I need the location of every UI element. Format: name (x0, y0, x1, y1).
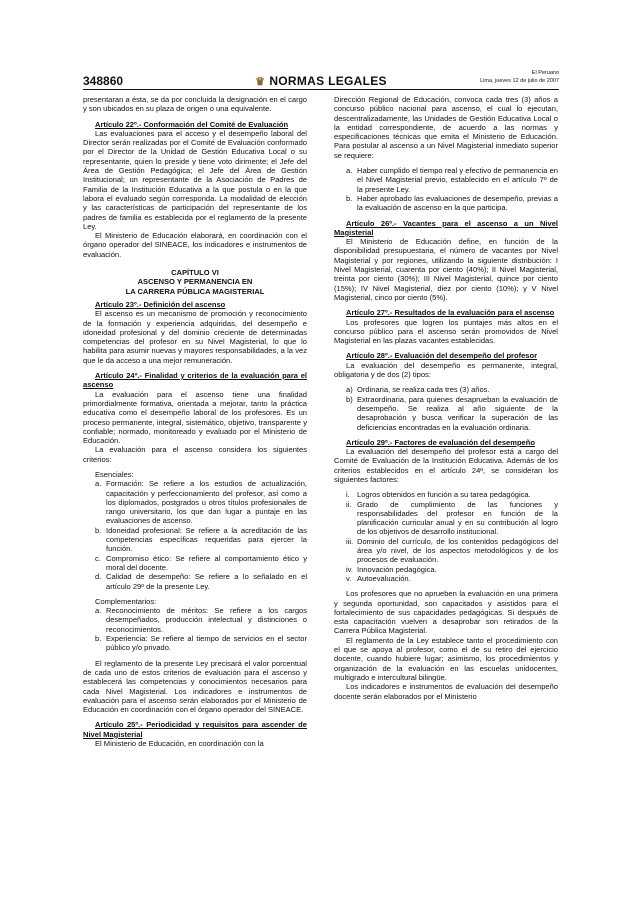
page-number: 348860 (83, 74, 124, 88)
article-heading-text: Artículo 29º.- Factores de evaluación del desempeño (346, 437, 535, 447)
paragraph: Dirección Regional de Educación, convoca cada tres (3) años a concurso público nacional para ascenso, el cual lo ejecutan, descentralizadamente, las Unidades de Gestión Educativa Local o la entidad correspondiente, de acuerdo a las normas y especificaciones técnicas que emita el Ministerio de Educación. Para postular al ascenso a un Nivel Magisterial inmediato superior se requiere: (334, 95, 558, 160)
article-heading (334, 219, 558, 238)
paragraph: La evaluación para el ascenso tiene una finalidad primordialmente formativa, orientada a mejorar, tanto la práctica educativa como el desempeño laboral de los profesores. Es un proceso permanente, integral, sistemático, objetivo, transparente y confiable; normado, monitoreado y evaluado por el Ministerio de Educación. (83, 389, 307, 446)
article-heading (83, 120, 307, 129)
criteria-complementary-list (95, 606, 307, 652)
masthead-title: NORMAS LEGALES (269, 74, 387, 88)
paragraph: Los profesores que no aprueben la evaluación en una primera y segunda oportunidad, son capacitados y asistidos para el fortalecimiento de sus capacidades pedagógicas. Si después de esta capacitación vuelven a desaprobar son retirados de la Carrera Pública Magisterial. (334, 589, 558, 636)
paragraph: La evaluación para el ascenso considera los siguientes criterios: (83, 445, 307, 464)
list-item: b. Idoneidad profesional: Se refiere a la acreditación de las competencias específicas requeridas para ejercer la función. (95, 525, 307, 554)
paragraph: El ascenso es un mecanismo de promoción y reconocimiento de la formación y experiencia adquiridas, del desempeño e idoneidad profesional y del dominio creciente de determinadas competencias del profesor en su Nivel Magisterial, lo que lo habilita para asumir nuevas y mayores responsabilidades, a la vez que le da acceso a una mejor remuneración. (83, 309, 307, 365)
evaluation-factors-list (346, 490, 558, 583)
paragraph: El Ministerio de Educación define, en función de la disponibilidad presupuestaria, el número de vacantes por Nivel Magisterial y por regiones, utilizando la siguiente distribución: I Nivel Magisterial, cuarenta por ciento (40%); II Nivel Magisterial, treinta por ciento (30%); III Nivel Magisterial, quince por ciento (15%); IV Nivel Magisterial, diez por ciento (10%); y V Nivel Magisterial, cinco por ciento (5%). (334, 237, 558, 302)
paragraph: El Ministerio de Educación elaborará, en coordinación con el órgano operador del SINEACE, los indicadores e instrumentos de evaluación. (83, 231, 307, 259)
article-heading-text: Artículo 28º.- Evaluación del desempeño del profesor (346, 351, 538, 361)
paragraph: Las evaluaciones para el acceso y el desempeño laboral del Director serán realizadas por el Comité de Evaluación conformado por el Director de la Unidad de Gestión Educativa Local o su representante, quien lo preside y tiene voto dirimente; el Jefe del Área de Gestión Pedagógica; el Jefe del Área de Gestión Institucional; un representante de la Asociación de Padres de Familia de la Institución Educativa a la que postula o en la que labora el evaluado según corresponda. La modalidad de elección y las características de participación del representante de los padres de familia es establecida por el reglamento de la presente Ley. (83, 128, 307, 231)
list-item: c. Compromiso ético: Se refiere al comportamiento ético y moral del docente. (95, 553, 307, 572)
list-item: i. Logros obtenidos en función a su tarea pedagógica. (346, 490, 531, 500)
article-heading-text: Artículo 22º.- Conformación del Comité de Evaluación (95, 119, 289, 129)
list-item: v. Autoevaluación. (346, 573, 411, 583)
list-item: b) Extraordinaria, para quienes desaprueban la evaluación de desempeño. Se realiza al año siguiente de la desaprobación y busca verificar la superación de las deficiencias encontradas en la evaluación ordinaria. (346, 394, 558, 432)
left-column (83, 95, 307, 748)
chapter-heading: CAPÍTULO VI ASCENSO Y PERMANENCIA EN LA CARRERA PÚBLICA MAGISTERIAL (125, 268, 265, 296)
list-item: iv. Innovación pedagógica. (346, 564, 437, 574)
paragraph: Los profesores que logren los puntajes más altos en el concurso público para el ascenso serán promovidos de Nivel Magisterial en las plazas vacantes establecidas. (334, 317, 558, 346)
paragraph: La evaluación del desempeño es permanente, integral, obligatoria y de dos (2) tipos: (334, 360, 558, 380)
paragraph: presentaran a ésta, se da por concluida la designación en el cargo y son ubicados en su plaza de origen o una equivalente. (83, 95, 307, 114)
header-right (480, 69, 559, 85)
issue-date: Lima, jueves 12 de julio de 2007 (480, 78, 559, 84)
list-item: b. Experiencia: Se refiere al tiempo de servicios en el sector público y/o privado. (95, 634, 307, 653)
article-heading-text: Artículo 25º.- Periodicidad y requisitos para ascender de Nivel Magisterial (83, 720, 307, 739)
page-header (83, 69, 559, 90)
article-heading (334, 438, 558, 447)
requirements-list (346, 166, 558, 212)
coat-of-arms-icon: ♛ (255, 76, 266, 88)
list-caption: Esenciales: (95, 469, 134, 479)
article-heading-text: Artículo 27º.- Resultados de la evaluación para el ascenso (346, 308, 555, 318)
paragraph: El Ministerio de Educación, en coordinación con la (95, 739, 264, 748)
paragraph: El reglamento de la presente Ley precisará el valor porcentual de cada uno de estos criterios de evaluación para el ascenso y establecerá las competencias y conocimientos necesarios para cada Nivel Magisterial. Los indicadores e instrumentos de evaluación para el ascenso serán elaborados por el Ministerio de Educación en coordinación con el órgano operador del SINEACE. (83, 658, 307, 715)
criteria-essential-list (95, 479, 307, 591)
article-heading (83, 300, 307, 309)
list-caption: Complementarios: (95, 596, 157, 606)
list-item: d. Calidad de desempeño: Se refiere a lo señalado en el artículo 29º de la presente Ley. (95, 572, 307, 591)
newspaper-name: El Peruano (531, 70, 559, 76)
article-heading (334, 308, 558, 317)
article-heading-text: Artículo 24º.- Finalidad y criterios de la evaluación para el ascenso (83, 371, 307, 390)
article-heading-text: Artículo 23º.- Definición del ascenso (95, 299, 226, 309)
evaluation-types-list (346, 385, 558, 431)
list-item: iii. Dominio del currículo, de los contenidos pedagógicos del área y/o nivel, de los aspectos metodológicos y de los procesos de evaluación. (346, 536, 558, 565)
article-heading (83, 720, 307, 739)
list-item: a. Haber cumplido el tiempo real y efectivo de permanencia en el Nivel Magisterial previo, establecido en el artículo 7º de la presente Ley. (346, 166, 558, 194)
article-heading (83, 371, 307, 390)
paragraph: Los indicadores e instrumentos de evaluación del desempeño docente serán elaborados por el Ministerio (334, 682, 558, 701)
paragraph: La evaluación del desempeño del profesor está a cargo del Comité de Evaluación de la Institución Educativa. Además de los criterios establecidos en el artículo 24º, se consideran los siguientes factores: (334, 447, 558, 484)
list-item: a. Reconocimiento de méritos: Se refiere a los cargos desempeñados, producción intelectual y distinciones o reconocimientos. (95, 606, 307, 634)
right-column (334, 95, 558, 701)
article-heading (334, 351, 558, 360)
paragraph: El reglamento de la Ley establece tanto el procedimiento con el que se apoya al profesor, como el de su retiro del ejercicio docente, cuando hubiere lugar; asimismo, los procedimientos y organización de la evaluación en las escuelas unidocentes, multigrado e intercultural bilingüe. (334, 635, 558, 682)
article-heading-text: Artículo 26º.- Vacantes para el ascenso a un Nivel Magisterial (334, 218, 558, 237)
list-item: b. Haber aprobado las evaluaciones de desempeño, previas a la evaluación de ascenso en la que participa. (346, 193, 558, 213)
list-item: a) Ordinaria, se realiza cada tres (3) años. (346, 385, 490, 395)
list-item: ii. Grado de cumplimiento de las funciones y responsabilidades del profesor en función de la planificación curricular anual y en su contribución al logro de los objetivos de desarrollo institucional. (346, 499, 558, 537)
list-item: a. Formación: Se refiere a los estudios de actualización, capacitación y perfeccionamiento del profesor, así como a los diplomados, postgrados u otros títulos profesionales de rango universitario, los que dan lugar a puntaje en las evaluaciones de ascenso. (95, 479, 307, 526)
